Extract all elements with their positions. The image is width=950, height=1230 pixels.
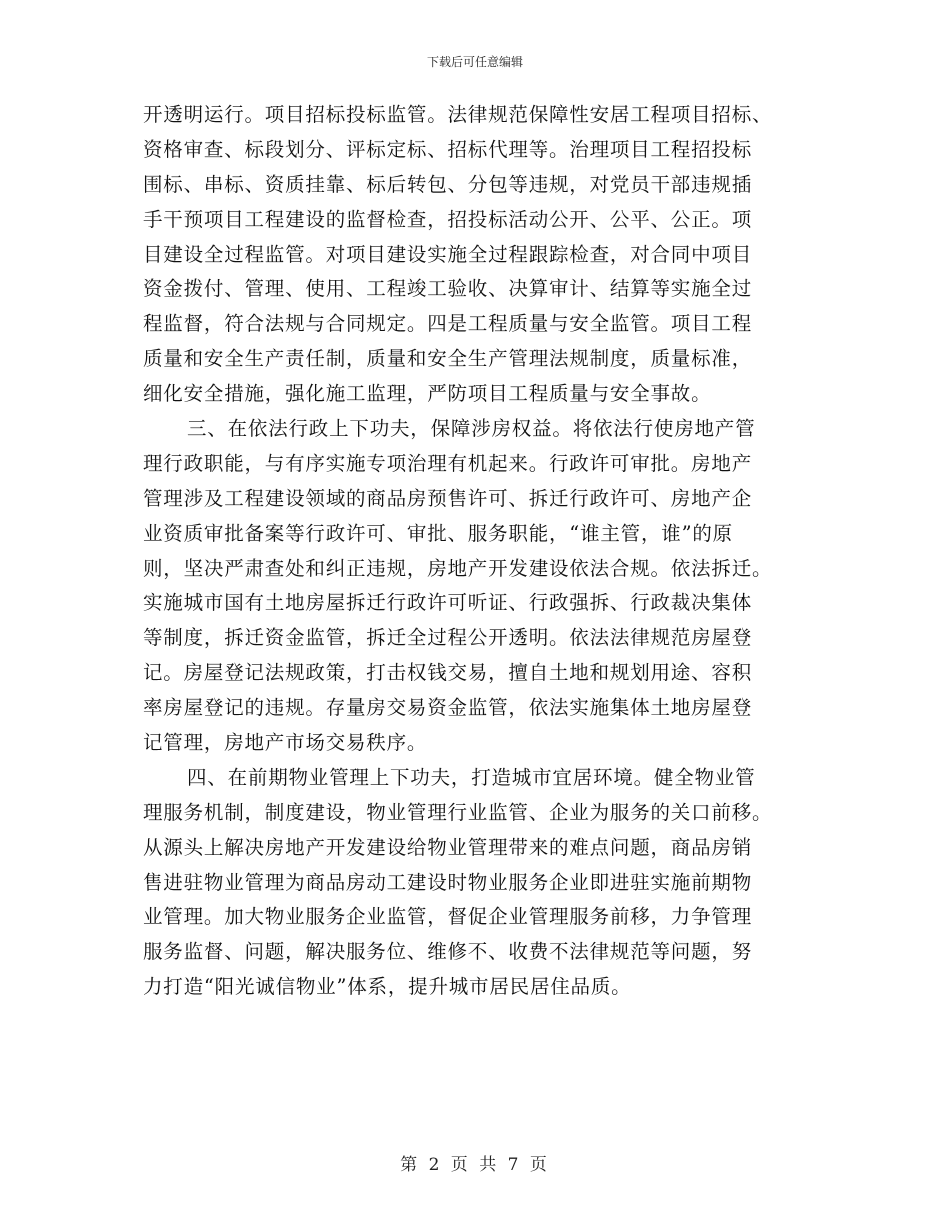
text-line: 率房屋登记的违规。存量房交易资金监管，依法实施集体土地房屋登	[143, 696, 753, 720]
text-line: 业资质审批备案等行政许可、审批、服务职能，“谁主管，谁”的原	[143, 521, 733, 545]
text-line: 记。房屋登记法规政策，打击权钱交易，擅自土地和规划用途、容积	[143, 661, 753, 685]
text-line: 手干预项目工程建设的监督检查，招投标活动公开、公平、公正。项	[143, 207, 753, 231]
body-text	[143, 98, 808, 1005]
paragraph-start-line: 三、在依法行政上下功夫，保障涉房权益。将依法行使房地产管	[187, 417, 756, 441]
text-line: 资金拨付、管理、使用、工程竣工验收、决算审计、结算等实施全过	[143, 277, 753, 301]
text-line: 程监督，符合法规与合同规定。四是工程质量与安全监管。项目工程	[143, 312, 753, 336]
text-line: 开透明运行。项目招标投标监管。法律规范保障性安居工程项目招标、	[143, 103, 773, 126]
paragraph-start-line: 四、在前期物业管理上下功夫，打造城市宜居环境。健全物业管	[187, 765, 756, 789]
text-line: 力打造“阳光诚信物业”体系，提升城市居民居住品质。	[143, 975, 632, 999]
text-line: 售进驻物业管理为商品房动工建设时物业服务企业即进驻实施前期物	[143, 870, 753, 894]
text-line: 等制度，拆迁资金监管，拆迁全过程公开透明。依法法律规范房屋登	[143, 626, 753, 650]
text-line: 服务监督、问题，解决服务位、维修不、收费不法律规范等问题，努	[143, 940, 753, 964]
text-line: 目建设全过程监管。对项目建设实施全过程跟踪检查，对合同中项目	[143, 242, 753, 266]
text-line: 业管理。加大物业服务企业监管，督促企业管理服务前移，力争管理	[143, 905, 753, 929]
text-line: 则，坚决严肃查处和纠正违规，房地产开发建设依法合规。依法拆迁。	[143, 556, 773, 580]
page-header: 下载后可任意编辑	[426, 55, 523, 69]
text-line: 实施城市国有土地房屋拆迁行政许可听证、行政强拆、行政裁决集体	[143, 591, 753, 615]
text-line: 细化安全措施，强化施工监理，严防项目工程质量与安全事故。	[143, 382, 712, 406]
text-line: 理行政职能，与有序实施专项治理有机起来。行政许可审批。房地产	[143, 451, 753, 475]
text-line: 理服务机制，制度建设，物业管理行业监管、企业为服务的关口前移。	[143, 800, 773, 824]
text-line: 从源头上解决房地产开发建设给物业管理带来的难点问题，商品房销	[143, 835, 753, 859]
page-number-footer: 第 2 页 共 7 页	[400, 1155, 550, 1175]
text-line: 围标、串标、资质挂靠、标后转包、分包等违规，对党员干部违规插	[143, 172, 753, 196]
text-line: 管理涉及工程建设领域的商品房预售许可、拆迁行政许可、房地产企	[143, 486, 753, 510]
text-line: 资格审查、标段划分、评标定标、招标代理等。治理项目工程招投标	[143, 137, 753, 161]
text-line: 质量和安全生产责任制，质量和安全生产管理法规制度，质量标准，	[143, 347, 753, 371]
text-line: 记管理，房地产市场交易秩序。	[143, 731, 428, 755]
